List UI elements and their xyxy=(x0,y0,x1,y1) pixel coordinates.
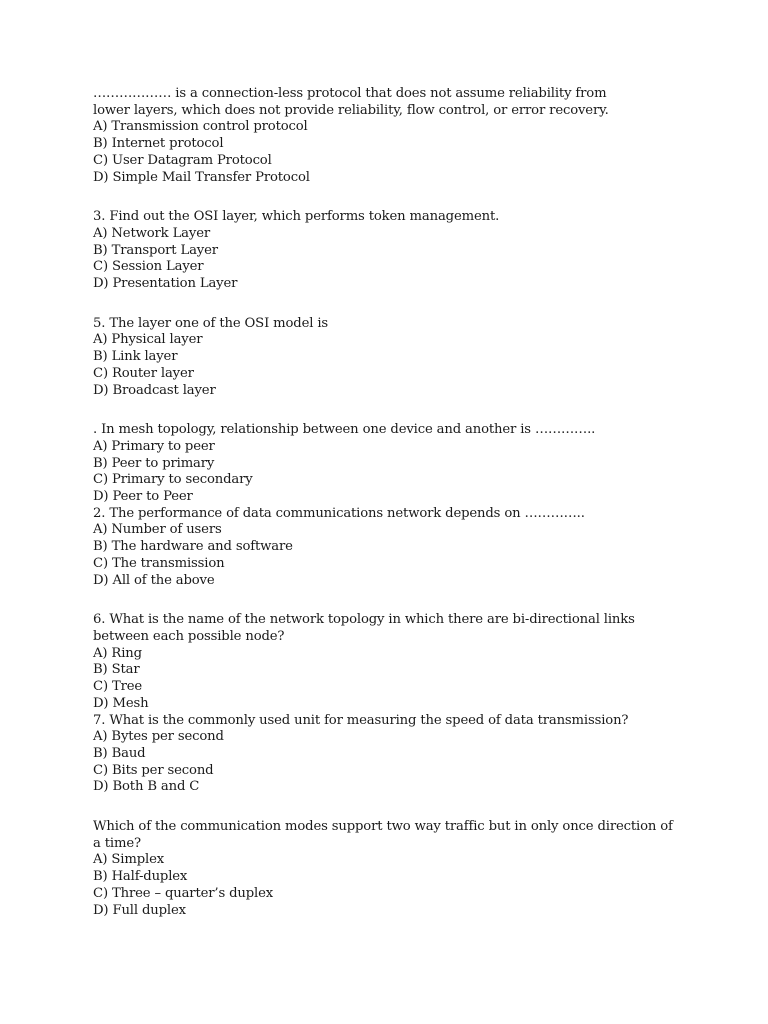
option: C) User Datagram Protocol xyxy=(93,152,272,168)
option: B) The hardware and software xyxy=(93,539,293,555)
option: D) Presentation Layer xyxy=(93,276,238,292)
option: C) Primary to secondary xyxy=(93,472,253,488)
question-block xyxy=(93,316,693,400)
question-stem: ……………… is a connection-less protocol that does not assume reliability from lower layers, which does not provide reliability, flow control, or error recovery. xyxy=(93,86,609,118)
question-block xyxy=(93,506,693,590)
option: D) Mesh xyxy=(93,695,149,711)
option: A) Ring xyxy=(93,645,142,661)
option: A) Bytes per second xyxy=(93,729,224,745)
option: B) Internet protocol xyxy=(93,136,224,152)
option: B) Star xyxy=(93,662,140,678)
question-block xyxy=(93,422,693,506)
question-block xyxy=(93,86,693,186)
question-stem: 6. What is the name of the network topology in which there are bi-directional links between each possible node? xyxy=(93,612,635,644)
document-page xyxy=(93,86,693,919)
option: C) Router layer xyxy=(93,365,194,381)
option: D) Both B and C xyxy=(93,779,200,795)
question-block xyxy=(93,209,693,293)
option: A) Physical layer xyxy=(93,332,203,348)
question-stem: 2. The performance of data communications network depends on ………….. xyxy=(93,505,585,521)
option: C) Three – quarter’s duplex xyxy=(93,885,274,901)
question-block xyxy=(93,819,693,919)
question-block xyxy=(93,612,693,712)
option: C) Tree xyxy=(93,679,143,695)
option: A) Number of users xyxy=(93,522,222,538)
option: C) Bits per second xyxy=(93,762,214,778)
option: D) Full duplex xyxy=(93,902,186,918)
option: D) Simple Mail Transfer Protocol xyxy=(93,169,310,185)
option: B) Half-duplex xyxy=(93,869,188,885)
option: B) Peer to primary xyxy=(93,455,215,471)
option: A) Transmission control protocol xyxy=(93,119,308,135)
option: A) Primary to peer xyxy=(93,438,215,454)
option: D) Broadcast layer xyxy=(93,382,216,398)
question-stem: 7. What is the commonly used unit for measuring the speed of data transmission? xyxy=(93,712,629,728)
option: C) Session Layer xyxy=(93,259,204,275)
option: D) All of the above xyxy=(93,572,215,588)
question-stem: . In mesh topology, relationship between one device and another is ………….. xyxy=(93,422,596,438)
option: B) Transport Layer xyxy=(93,242,218,258)
question-block xyxy=(93,713,693,797)
question-stem: 5. The layer one of the OSI model is xyxy=(93,315,329,331)
option: A) Simplex xyxy=(93,852,165,868)
question-stem: Which of the communication modes support two way traffic but in only once direction of a time? xyxy=(93,819,673,851)
option: B) Link layer xyxy=(93,349,178,365)
option: B) Baud xyxy=(93,745,146,761)
option: D) Peer to Peer xyxy=(93,489,193,505)
option: A) Network Layer xyxy=(93,225,210,241)
question-stem: 3. Find out the OSI layer, which performs token management. xyxy=(93,209,500,225)
option: C) The transmission xyxy=(93,555,225,571)
